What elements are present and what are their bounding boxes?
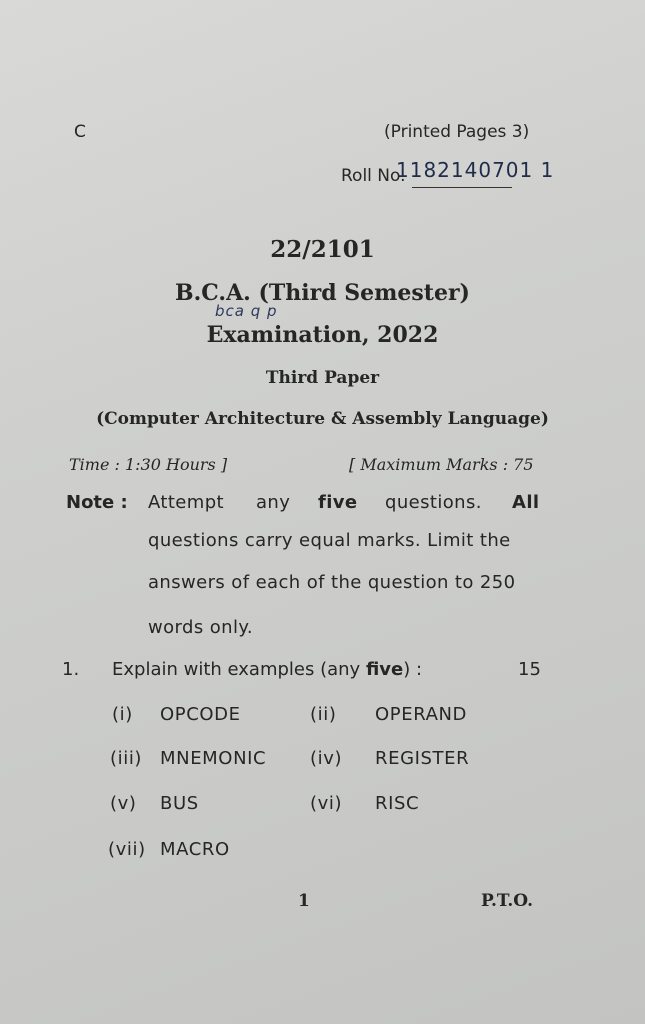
series-code: C: [74, 122, 86, 142]
question-1-text-five: five: [365, 659, 404, 680]
subject-title: (Computer Architecture & Assembly Language): [96, 409, 549, 429]
option-v-term: BUS: [160, 793, 199, 814]
printed-pages: (Printed Pages 3): [384, 122, 530, 142]
note-word-attempt: Attempt: [148, 492, 225, 513]
note-word-five: five: [318, 492, 358, 513]
option-vi-term: RISC: [375, 793, 420, 814]
roll-number-underline: [412, 187, 512, 188]
option-v-number: (v): [110, 793, 137, 814]
note-line-2: questions carry equal marks. Limit the: [148, 530, 511, 551]
option-iv-term: REGISTER: [375, 748, 470, 769]
maximum-marks: [ Maximum Marks : 75: [349, 455, 534, 474]
note-label: Note :: [66, 492, 128, 513]
option-iii-term: MNEMONIC: [160, 748, 267, 769]
option-iv-number: (iv): [310, 748, 343, 769]
option-iii-number: (iii): [110, 748, 143, 769]
note-line-3: answers of each of the question to 250: [148, 572, 516, 593]
course-title: B.C.A. (Third Semester): [175, 280, 470, 306]
option-ii-term: OPERAND: [375, 704, 468, 725]
question-1-marks: 15: [518, 659, 541, 680]
option-i-number: (i): [112, 704, 133, 725]
question-1-text-start: Explain with examples (any: [112, 659, 366, 680]
please-turn-over: P.T.O.: [481, 891, 533, 911]
exam-title: Examination, 2022: [206, 322, 439, 348]
paper-number: Third Paper: [265, 368, 380, 388]
question-1-number: 1.: [62, 659, 80, 680]
note-line-4: words only.: [148, 617, 253, 638]
roll-number-handwritten: 1182140701 1: [396, 158, 555, 182]
option-vii-term: MACRO: [160, 839, 230, 860]
option-vii-number: (vii): [108, 839, 146, 860]
note-word-all: All: [512, 492, 540, 513]
handwritten-note: bca q p: [215, 302, 278, 320]
question-1-text: [112, 659, 422, 680]
option-ii-number: (ii): [310, 704, 337, 725]
option-vi-number: (vi): [310, 793, 343, 814]
time-allowed: Time : 1:30 Hours ]: [69, 455, 228, 474]
roll-number-label: Roll No.: [341, 166, 406, 186]
question-1-text-end: ) :: [403, 659, 423, 680]
note-word-questions: questions.: [385, 492, 482, 513]
paper-code: 22/2101: [270, 236, 375, 263]
note-word-any: any: [256, 492, 291, 513]
page-number: 1: [298, 891, 310, 911]
option-i-term: OPCODE: [160, 704, 241, 725]
